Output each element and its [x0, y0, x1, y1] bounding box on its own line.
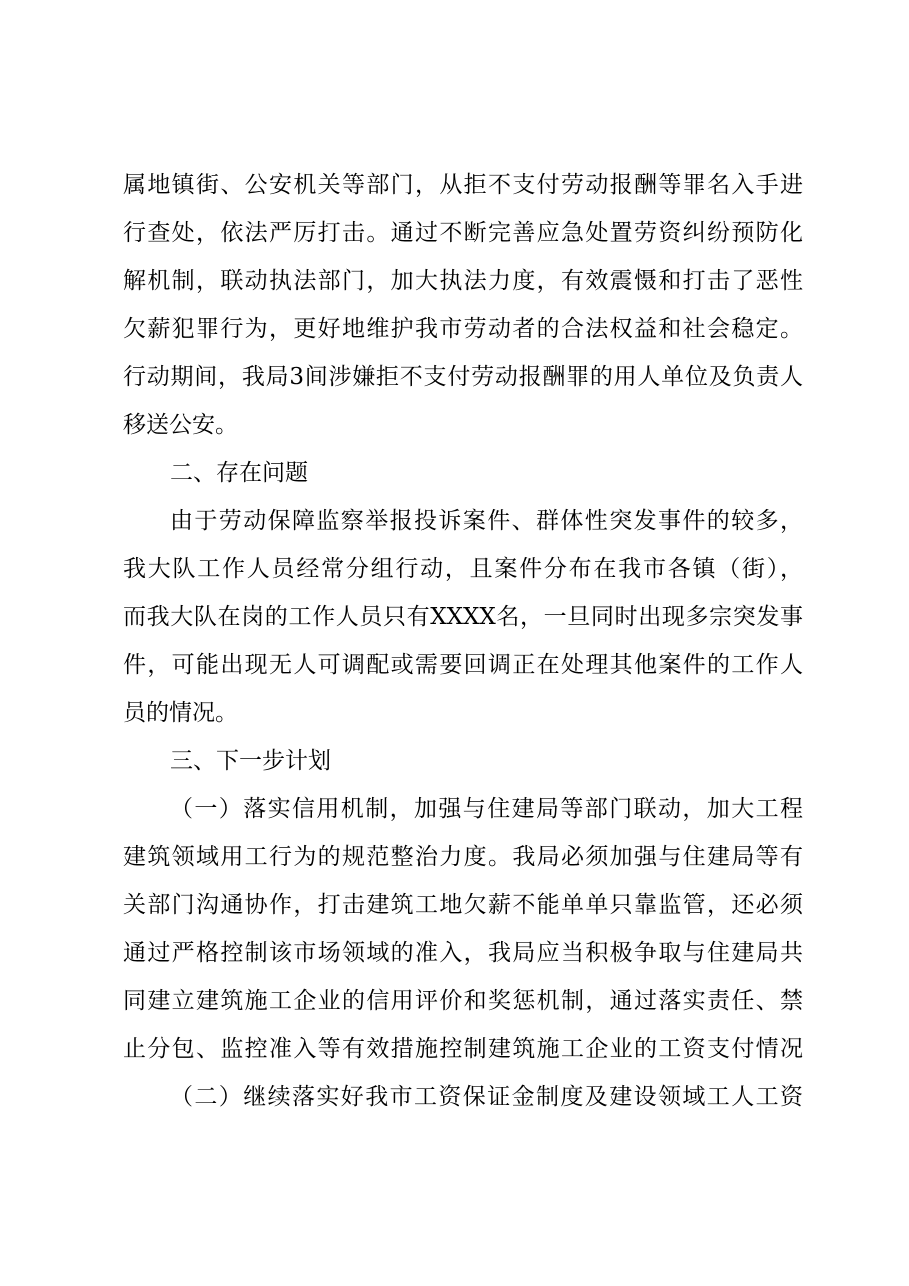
paragraph-line: 关部门沟通协作，打击建筑工地欠薪不能单单只靠监管，还必须: [123, 892, 803, 918]
paragraph-line: 件，可能出现无人可调配或需要回调正在处理其他案件的工作人: [123, 652, 803, 678]
section-heading: 二、存在问题: [170, 460, 308, 486]
paragraph-line: 同建立建筑施工企业的信用评价和奖惩机制，通过落实责任、禁: [123, 988, 803, 1014]
paragraph-line: （一）落实信用机制，加强与住建局等部门联动，加大工程: [170, 796, 803, 822]
paragraph-line: 欠薪犯罪行为，更好地维护我市劳动者的合法权益和社会稳定。: [123, 316, 803, 342]
paragraph-line: 解机制，联动执法部门，加大执法力度，有效震慑和打击了恶性: [123, 268, 803, 294]
section-heading: 三、下一步计划: [170, 748, 331, 774]
paragraph-line: 而我大队在岗的工作人员只有XXXX名，一旦同时出现多宗突发事: [123, 604, 803, 630]
paragraph-line: 止分包、监控准入等有效措施控制建筑施工企业的工资支付情况: [123, 1036, 803, 1062]
paragraph-line: 建筑领域用工行为的规范整治力度。我局必须加强与住建局等有: [123, 844, 803, 870]
paragraph-line: 员的情况。: [123, 700, 238, 726]
paragraph-line: 属地镇街、公安机关等部门，从拒不支付劳动报酬等罪名入手进: [123, 172, 803, 198]
paragraph-line: 行查处，依法严厉打击。通过不断完善应急处置劳资纠纷预防化: [123, 220, 803, 246]
paragraph-line: 移送公安。: [123, 412, 238, 438]
paragraph-line: 我大队工作人员经常分组行动，且案件分布在我市各镇（街），: [123, 556, 803, 582]
paragraph-line: 由于劳动保障监察举报投诉案件、群体性突发事件的较多，: [170, 508, 803, 534]
paragraph-line: 行动期间，我局3间涉嫌拒不支付劳动报酬罪的用人单位及负责人: [123, 364, 803, 390]
paragraph-line: 通过严格控制该市场领域的准入，我局应当积极争取与住建局共: [123, 940, 803, 966]
paragraph-line: （二）继续落实好我市工资保证金制度及建设领域工人工资: [170, 1084, 803, 1110]
